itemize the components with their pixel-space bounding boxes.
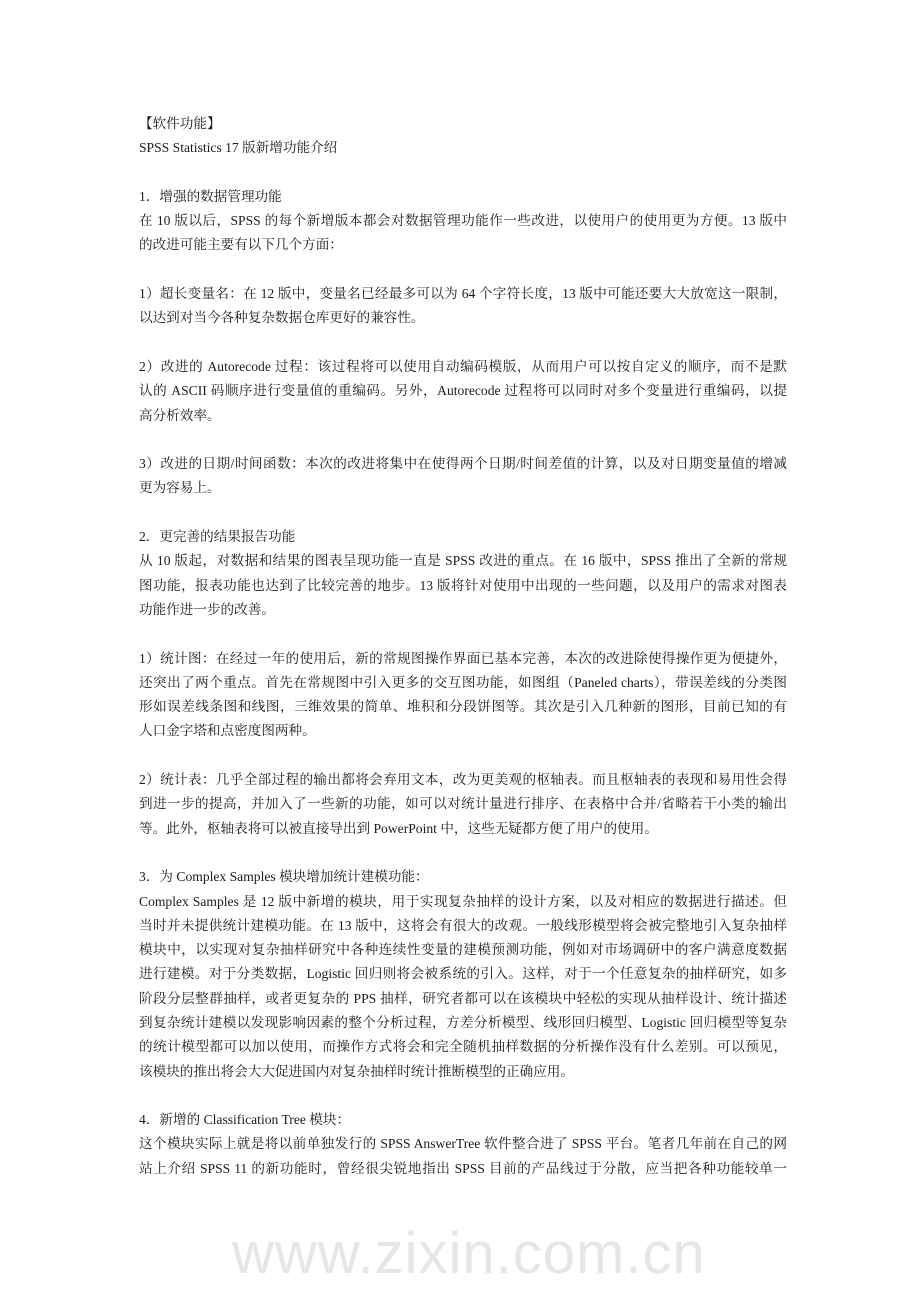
section-heading: 3．为 Complex Samples 模块增加统计建模功能：: [139, 869, 429, 885]
text-line: 认的 ASCII 码顺序进行变量值的重编码。另外，Autorecode 过程将可以同时对多个变量进行重编码，以提: [139, 383, 787, 399]
text-line: 进行建模。对于分类数据，Logistic 回归则将会被系统的引入。这样，对于一个任意复杂的抽样研究，如多: [139, 966, 787, 982]
paragraph: [139, 865, 787, 1084]
paragraph: [139, 185, 787, 258]
section-heading: 【软件功能】: [139, 116, 221, 131]
paragraph: [139, 355, 787, 428]
paragraph: [139, 282, 787, 331]
text-line: 等。此外，枢轴表将可以被直接导出到 PowerPoint 中，这些无疑都方便了用户的使用。: [139, 820, 658, 836]
watermark: www.zixin.com.cn: [232, 1221, 706, 1286]
paragraph: [139, 768, 787, 841]
text-line: 2）统计表：几乎全部过程的输出都将会弃用文本，改为更美观的枢轴表。而且枢轴表的表现和易用性会得: [139, 772, 787, 788]
text-line: 2）改进的 Autorecode 过程：该过程将可以使用自动编码模版，从而用户可以按自定义的顺序，而不是默: [139, 358, 787, 374]
paragraph: [139, 525, 787, 622]
text-line: SPSS Statistics 17 版新增功能介绍: [139, 140, 338, 156]
text-line: 站上介绍 SPSS 11 的新功能时，曾经很尖锐地指出 SPSS 目前的产品线过于分散，应当把各种功能较单一: [139, 1160, 787, 1176]
text-line: 到复杂统计建模以发现影响因素的整个分析过程，方差分析模型、线形回归模型、Logistic 回归模型等复杂: [139, 1014, 787, 1030]
text-line: 人口金字塔和点密度图两种。: [139, 723, 316, 739]
section-heading: 1．增强的数据管理功能: [139, 188, 282, 204]
text-line: 阶段分层整群抽样，或者更复杂的 PPS 抽样，研究者都可以在该模块中轻松的实现从抽样设计、统计描述: [139, 990, 787, 1006]
text-line: 在 10 版以后，SPSS 的每个新增版本都会对数据管理功能作一些改进，以使用户的使用更为方便。13 版中: [139, 213, 787, 229]
section-heading: 4．新增的 Classification Tree 模块：: [139, 1112, 351, 1128]
section-heading: 2．更完善的结果报告功能: [139, 529, 296, 545]
text-line: 3）改进的日期/时间函数：本次的改进将集中在使得两个日期/时间差值的计算，以及对日期变量值的增减: [139, 456, 787, 472]
paragraph: [139, 647, 787, 744]
document-header: [139, 112, 787, 161]
text-line: 模块中，以实现对复杂抽样研究中各种连续性变量的建模预测功能，例如对市场调研中的客户满意度数据: [139, 942, 787, 958]
text-line: 的改进可能主要有以下几个方面：: [139, 237, 343, 253]
document-body: [139, 112, 787, 1205]
text-line: 当时并未提供统计建模功能。在 13 版中，这将会有很大的改观。一般线形模型将会被完整地引入复杂抽样: [139, 917, 787, 933]
text-line: 该模块的推出将会大大促进国内对复杂抽样时统计推断模型的正确应用。: [139, 1063, 574, 1079]
text-line: 的统计模型都可以加以使用，而操作方式将会和完全随机抽样数据的分析操作没有什么差别。可以预见，: [139, 1039, 787, 1055]
text-line: 1）统计图：在经过一年的使用后，新的常规图操作界面已基本完善，本次的改进除使得操作更为便捷外，: [139, 650, 787, 666]
text-line: 1）超长变量名：在 12 版中，变量名已经最多可以为 64 个字符长度，13 版中可能还要大大放宽这一限制，: [139, 286, 787, 302]
text-line: 形如误差线条图和线图，三维效果的简单、堆积和分段饼图等。其次是引入几种新的图形，目前已知的有: [139, 699, 787, 715]
text-line: 图功能，报表功能也达到了比较完善的地步。13 版将针对使用中出现的一些问题，以及用户的需求对图表: [139, 577, 787, 593]
text-line: 还突出了两个重点。首先在常规图中引入更多的交互图功能，如图组（Paneled charts），带误差线的分类图: [139, 674, 787, 690]
text-line: 这个模块实际上就是将以前单独发行的 SPSS AnswerTree 软件整合进了 SPSS 平台。笔者几年前在自己的网: [139, 1136, 787, 1152]
text-line: 从 10 版起，对数据和结果的图表呈现功能一直是 SPSS 改进的重点。在 16 版中，SPSS 推出了全新的常规: [139, 553, 787, 569]
text-line: 高分析效率。: [139, 407, 221, 423]
text-line: Complex Samples 是 12 版中新增的模块，用于实现复杂抽样的设计方案，以及对相应的数据进行描述。但: [139, 893, 787, 909]
paragraph: [139, 452, 787, 501]
text-line: 更为容易上。: [139, 480, 221, 496]
paragraph: [139, 1108, 787, 1181]
text-line: 功能作进一步的改善。: [139, 601, 275, 617]
text-line: 以达到对当今各种复杂数据仓库更好的兼容性。: [139, 310, 425, 326]
text-line: 到进一步的提高，并加入了一些新的功能，如可以对统计量进行排序、在表格中合并/省略若干小类的输出: [139, 796, 787, 812]
